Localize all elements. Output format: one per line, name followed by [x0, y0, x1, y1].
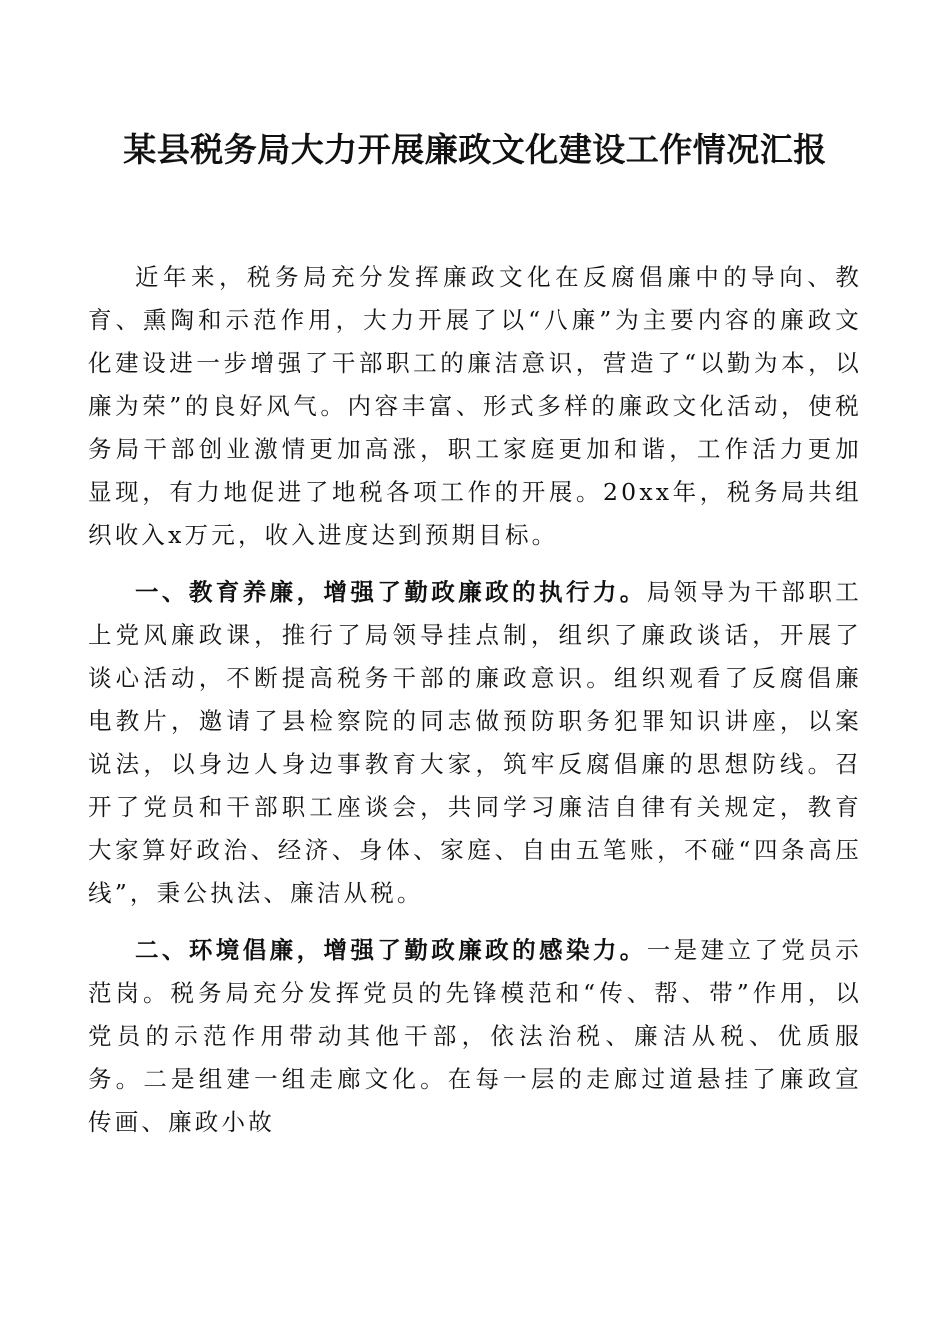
- section-heading-education: 一、教育养廉，增强了勤政廉政的执行力。: [135, 578, 647, 606]
- section-heading-environment: 二、环境倡廉，增强了勤政廉政的感染力。: [135, 936, 647, 964]
- paragraph-text: 局领导为干部职工上党风廉政课，推行了局领导挂点制，组织了廉政谈话，开展了谈心活动，不断提高税务干部的廉政意识。组织观看了反腐倡廉电教片，邀请了县检察院的同志做预防职务犯罪知识讲座，以案说法，以身边人身边事教育大家，筑牢反腐倡廉的思想防线。召开了党员和干部职工座谈会，共同学习廉洁自律有关规定，教育大家算好政治、经济、身体、家庭、自由五笔账，不碰“四条高压线”，秉公执法、廉洁从税。: [88, 578, 862, 907]
- paragraph-text: 一是建立了党员示范岗。税务局充分发挥党员的先锋模范和“传、帮、带”作用，以党员的示范作用带动其他干部，依法治税、廉洁从税、优质服务。二是组建一组走廊文化。在每一层的走廊过道悬挂了廉政宣传画、廉政小故: [88, 936, 862, 1136]
- document-title: 某县税务局大力开展廉政文化建设工作情况汇报: [123, 130, 827, 169]
- paragraph-text: 近年来，税务局充分发挥廉政文化在反腐倡廉中的导向、教育、熏陶和示范作用，大力开展了以“八廉”为主要内容的廉政文化建设进一步增强了干部职工的廉洁意识，营造了“以勤为本，以廉为荣”的良好风气。内容丰富、形式多样的廉政文化活动，使税务局干部创业激情更加高涨，职工家庭更加和谐，工作活力更加显现，有力地促进了地税各项工作的开展。20xx年，税务局共组织收入x万元，收入进度达到预期目标。: [88, 263, 862, 549]
- paragraph-intro: [88, 256, 862, 557]
- paragraph-section-1: [88, 571, 862, 915]
- document-body: [88, 256, 862, 1144]
- paragraph-section-2: [88, 929, 862, 1144]
